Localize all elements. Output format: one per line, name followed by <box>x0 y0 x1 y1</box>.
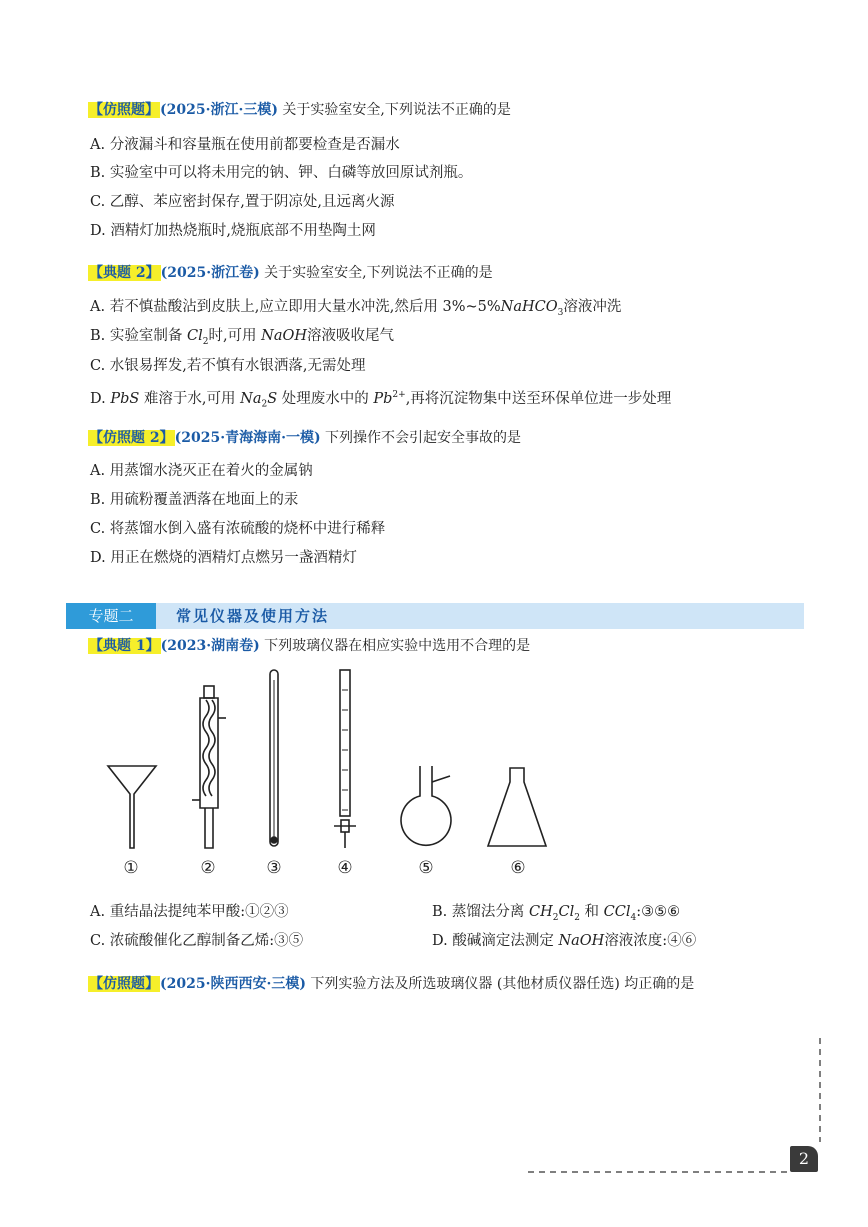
q1-option-a: A. 分液漏斗和容量瓶在使用前都要检查是否漏水 <box>90 137 400 153</box>
question-text: 关于实验室安全,下列说法不正确的是 <box>282 102 511 118</box>
question-tag: 【仿照题 2】 <box>89 430 174 446</box>
q1-option-c: C. 乙醇、苯应密封保存,置于阴凉处,且远离火源 <box>90 194 395 210</box>
figure-label: ⑤ <box>418 858 434 878</box>
page-number: 2 <box>790 1146 818 1172</box>
q4-option-a: A. 重结晶法提纯苯甲酸:①②③ <box>90 904 289 920</box>
question-text: 下列玻璃仪器在相应实验中选用不合理的是 <box>264 638 531 654</box>
q2-option-b: B. 实验室制备 $Cl_2$时,可用 NaOH溶液吸收尾气 <box>90 328 395 347</box>
q2-option-a: A. 若不慎盐酸沾到皮肤上,应立即用大量水冲洗,然后用 3%~5%NaHCO$_3$溶液冲洗 <box>90 299 622 318</box>
figure-label: ④ <box>337 858 353 878</box>
figure-label: ① <box>123 858 139 878</box>
question-text: 下列实验方法及所选玻璃仪器 (其他材质仪器任选) 均正确的是 <box>310 976 695 992</box>
question-source: (2023·湖南卷) <box>160 638 260 654</box>
q4-option-b: B. 蒸馏法分离 $CH_2Cl_2$ 和 CCl$_4$:③⑤⑥ <box>432 904 681 923</box>
question-text: 下列操作不会引起安全事故的是 <box>325 430 522 446</box>
question-source: (2025·浙江卷) <box>160 265 260 281</box>
q3-option-a: A. 用蒸馏水浇灭正在着火的金属钠 <box>90 463 313 479</box>
question-source: (2025·陕西西安·三模) <box>160 976 306 992</box>
figure-label: ③ <box>266 858 282 878</box>
q4-option-c: C. 浓硫酸催化乙醇制备乙烯:③⑤ <box>90 933 304 949</box>
figure-label: ② <box>200 858 216 878</box>
q4-option-d: D. 酸碱滴定法测定 NaOH溶液浓度:④⑥ <box>432 933 697 949</box>
question-tag: 【仿照题】 <box>89 976 159 992</box>
q3-option-b: B. 用硫粉覆盖洒落在地面上的汞 <box>90 492 299 508</box>
question-source: (2025·浙江·三模) <box>160 102 278 118</box>
section-title: 常见仪器及使用方法 <box>176 607 330 625</box>
q2-option-c: C. 水银易挥发,若不慎有水银洒落,无需处理 <box>90 358 366 374</box>
figure-label: ⑥ <box>510 858 526 878</box>
q2-option-d: D. PbS 难溶于水,可用 $Na_2S$ 处理废水中的 $Pb^{2+}$,再将沉淀物集中送至环保单位进一步处理 <box>90 390 672 410</box>
question-text: 关于实验室安全,下列说法不正确的是 <box>264 265 493 281</box>
q1-option-d: D. 酒精灯加热烧瓶时,烧瓶底部不用垫陶土网 <box>90 223 376 239</box>
q1-option-b: B. 实验室中可以将未用完的钠、钾、白磷等放回原试剂瓶。 <box>90 165 473 181</box>
section-tag: 专题二 <box>66 603 156 629</box>
question-tag: 【典题 2】 <box>89 265 160 281</box>
q3-option-c: C. 将蒸馏水倒入盛有浓硫酸的烧杯中进行稀释 <box>90 521 386 537</box>
question-tag: 【典题 1】 <box>89 638 160 654</box>
question-source: (2025·青海海南·一模) <box>174 430 321 446</box>
q3-option-d: D. 用正在燃烧的酒精灯点燃另一盏酒精灯 <box>90 550 357 566</box>
question-tag: 【仿照题】 <box>89 102 159 118</box>
